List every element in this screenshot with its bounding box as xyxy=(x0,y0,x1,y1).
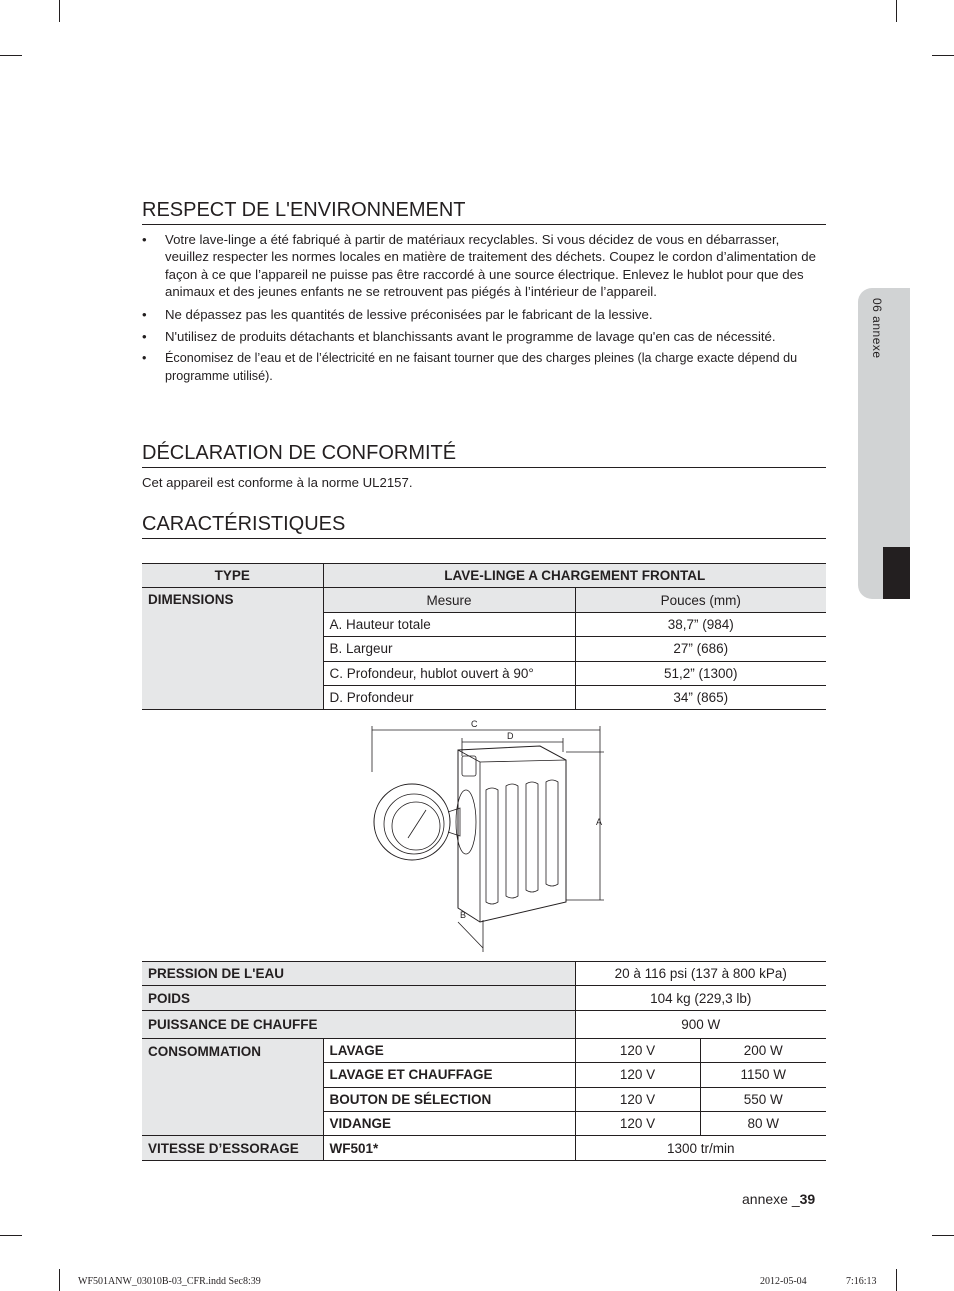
water-pressure-value: 20 à 116 psi (137 à 800 kPa) xyxy=(575,962,826,986)
dimension-value: 34” (865) xyxy=(575,685,826,709)
consumption-voltage: 120 V xyxy=(575,1111,700,1135)
spin-speed-label: VITESSE D’ESSORAGE xyxy=(142,1136,323,1160)
crop-mark xyxy=(0,1235,22,1236)
spin-speed-model: WF501* xyxy=(323,1136,575,1160)
heating-power-value: 900 W xyxy=(575,1010,826,1038)
table-row xyxy=(142,588,826,612)
section-title-conformity: DÉCLARATION DE CONFORMITÉ xyxy=(142,441,826,468)
footer-time: 7:16:13 xyxy=(846,1276,877,1287)
dimension-value: 27” (686) xyxy=(575,637,826,661)
list-item: • Économisez de l’eau et de l’électricité en ne faisant tourner que des charges pleines (la charge exacte dépend du programme utilisé). xyxy=(142,350,826,385)
chapter-label: 06 annexe xyxy=(870,298,884,359)
dimensions-label: DIMENSIONS xyxy=(142,588,323,710)
column-header-inches: Pouces (mm) xyxy=(575,588,826,612)
section-title-specs: CARACTÉRISTIQUES xyxy=(142,512,826,539)
label-d: D xyxy=(507,731,514,741)
washer-body xyxy=(458,746,566,922)
table-row xyxy=(142,1038,826,1062)
list-item: • Ne dépassez pas les quantités de lessive préconisées par le fabricant de la lessive. xyxy=(142,306,826,323)
washer-door xyxy=(374,784,450,860)
consumption-voltage: 120 V xyxy=(575,1063,700,1087)
conformity-text: Cet appareil est conforme à la norme UL2157. xyxy=(142,475,413,490)
crop-mark xyxy=(932,55,954,56)
list-item: • Votre lave-linge a été fabriqué à partir de matériaux recyclables. Si vous décidez de vous en débarrasser, veuillez respecter les normes locales en matière de traitement des déchets. Coupez le cordon d’alimentation de façon à ce que l’appareil ne puisse pas être raccordé à une source électrique. Enlevez le hublot pour que des animaux et des jeunes enfants ne se retrouvent pas piégés à l’intérieur de l’appareil. xyxy=(142,231,826,301)
table-row xyxy=(142,1136,826,1160)
column-header-measure: Mesure xyxy=(323,588,575,612)
chapter-marker xyxy=(883,547,910,599)
weight-value: 104 kg (229,3 lb) xyxy=(575,986,826,1010)
crop-mark xyxy=(896,1269,897,1291)
footer-date: 2012-05-04 xyxy=(760,1276,807,1287)
dimensions-table xyxy=(142,563,826,710)
weight-label: POIDS xyxy=(142,986,575,1010)
type-label: TYPE xyxy=(142,564,323,588)
crop-mark xyxy=(0,55,22,56)
table-row xyxy=(142,564,826,588)
consumption-label: CONSOMMATION xyxy=(142,1038,323,1136)
crop-mark xyxy=(59,0,60,22)
footer-file: WF501ANW_03010B-03_CFR.indd Sec8:39 xyxy=(78,1276,261,1287)
specifications-table xyxy=(142,961,826,1161)
dimension-label: B. Largeur xyxy=(323,637,575,661)
consumption-voltage: 120 V xyxy=(575,1087,700,1111)
page-number xyxy=(742,1191,815,1207)
crop-mark xyxy=(59,1269,60,1291)
spin-speed-value: 1300 tr/min xyxy=(575,1136,826,1160)
dimension-line-b xyxy=(458,922,483,948)
crop-mark xyxy=(932,1235,954,1236)
environment-bullet-list xyxy=(142,231,826,390)
water-pressure-label: PRESSION DE L'EAU xyxy=(142,962,575,986)
type-value: LAVE-LINGE A CHARGEMENT FRONTAL xyxy=(323,564,826,588)
consumption-watts: 1150 W xyxy=(700,1063,826,1087)
page-label: annexe _ xyxy=(742,1191,800,1207)
page-number-value: 39 xyxy=(799,1191,816,1207)
dimension-label: C. Profondeur, hublot ouvert à 90° xyxy=(323,661,575,685)
consumption-mode: LAVAGE xyxy=(323,1038,575,1062)
list-item: • N'utilisez de produits détachants et blanchissants avant le programme de lavage qu'en cas de nécessité. xyxy=(142,328,826,345)
table-row xyxy=(142,986,826,1010)
consumption-voltage: 120 V xyxy=(575,1038,700,1062)
consumption-watts: 200 W xyxy=(700,1038,826,1062)
dimension-value: 38,7” (984) xyxy=(575,612,826,636)
dimension-label: D. Profondeur xyxy=(323,685,575,709)
section-title-environment: RESPECT DE L'ENVIRONNEMENT xyxy=(142,198,826,225)
label-b: B xyxy=(460,910,467,920)
label-c: C xyxy=(471,719,478,729)
consumption-mode: LAVAGE ET CHAUFFAGE xyxy=(323,1063,575,1087)
consumption-mode: BOUTON DE SÉLECTION xyxy=(323,1087,575,1111)
washer-dimension-diagram xyxy=(370,712,610,952)
dimension-label: A. Hauteur totale xyxy=(323,612,575,636)
table-row xyxy=(142,1010,826,1038)
dimension-value: 51,2” (1300) xyxy=(575,661,826,685)
chapter-side-tab xyxy=(858,288,910,599)
table-row xyxy=(142,962,826,986)
heating-power-label: PUISSANCE DE CHAUFFE xyxy=(142,1010,575,1038)
crop-mark xyxy=(896,0,897,22)
consumption-mode: VIDANGE xyxy=(323,1111,575,1135)
consumption-watts: 80 W xyxy=(700,1111,826,1135)
consumption-watts: 550 W xyxy=(700,1087,826,1111)
label-a: A xyxy=(596,817,603,827)
